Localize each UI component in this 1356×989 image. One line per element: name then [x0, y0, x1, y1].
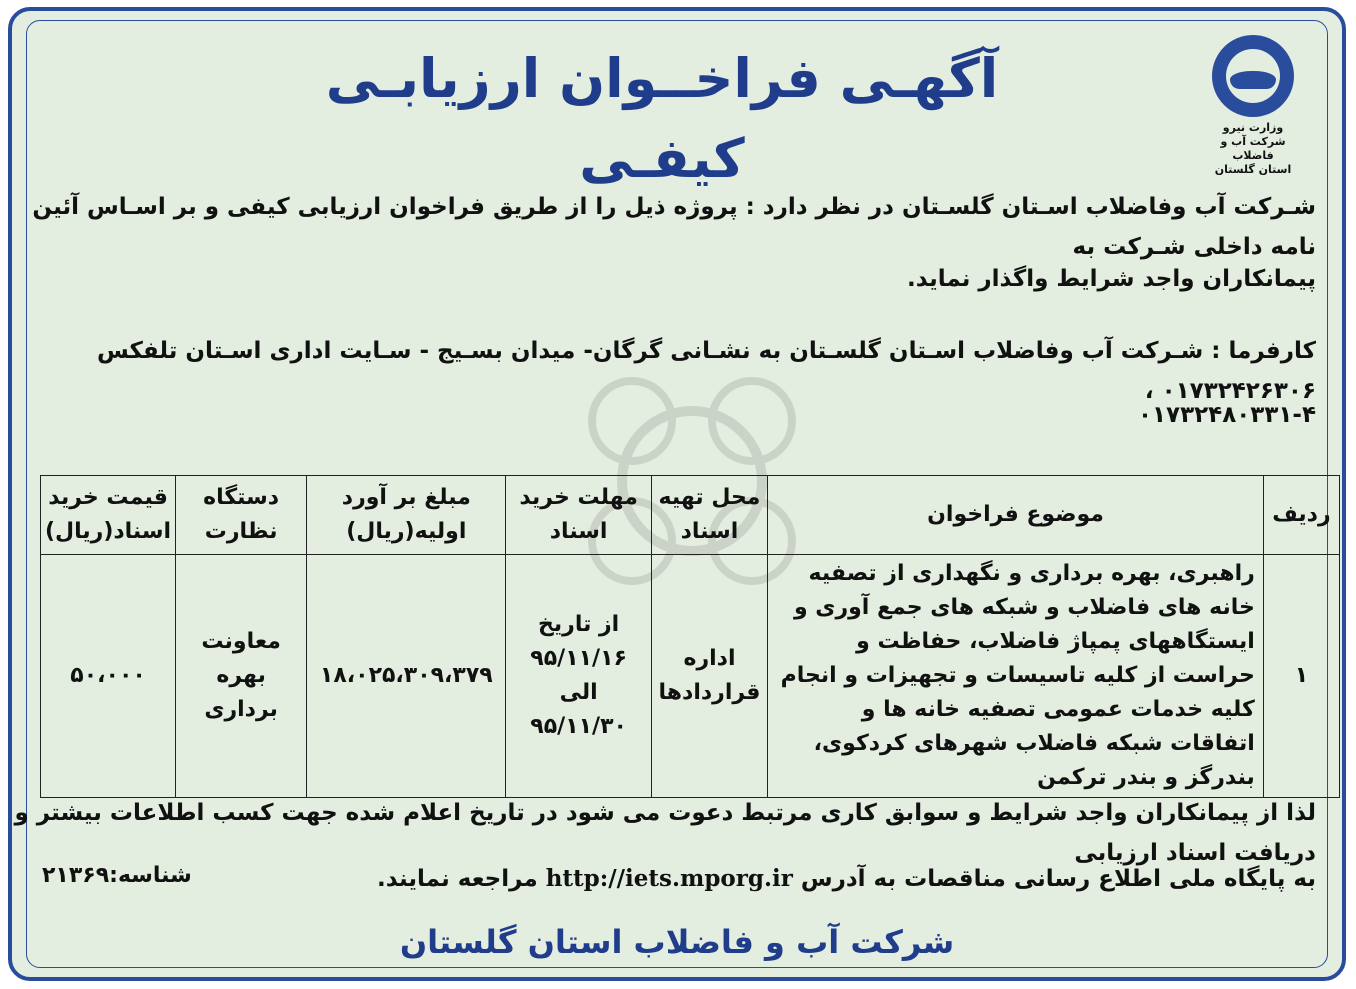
- header-supervisor: دستگاه نظارت: [176, 476, 307, 555]
- cell-place: اداره قراردادها: [651, 555, 767, 798]
- tender-table: [40, 475, 1340, 798]
- header-price: قیمت خرید اسناد(ریال): [41, 476, 176, 555]
- closing-line-2-start: به پایگاه ملی اطلاع رسانی مناقصات به آدرس: [800, 866, 1316, 892]
- header-subject: موضوع فراخوان: [768, 476, 1264, 555]
- closing-line-2: [377, 859, 1316, 899]
- header-estimate: مبلغ بر آورد اولیه(ریال): [307, 476, 506, 555]
- logo-line-company: شرکت آب و فاضلاب: [1220, 135, 1286, 162]
- table-row: [41, 555, 1340, 798]
- footer-company-name: شرکت آب و فاضلاب استان گلستان: [399, 923, 955, 961]
- cell-supervisor: معاونت بهره برداری: [176, 555, 307, 798]
- intro-line-1: شـرکت آب وفاضلاب اسـتان گلسـتان در نظر دارد : پروژه ذیل را از طریق فراخوان ارزیابی کیفی و بر اسـاس آئین نامه داخلی شـرکت به: [32, 194, 1316, 260]
- reference-id: شناسه:۲۱۳۶۹: [42, 863, 192, 888]
- iets-website-link[interactable]: http://iets.mporg.ir: [545, 865, 793, 892]
- logo-line-ministry: وزارت نیرو: [1222, 121, 1284, 134]
- water-drop-logo-icon: [1212, 35, 1294, 117]
- cell-estimate: ۱۸،۰۲۵،۳۰۹،۳۷۹: [307, 555, 506, 798]
- notice-frame: [8, 7, 1346, 981]
- cell-subject: راهبری، بهره برداری و نگهداری از تصفیه خانه های فاضلاب و شبکه های جمع آوری و ایستگاههای پمپاژ فاضلاب، حفاظت و حراست از کلیه تاسیسات و تجهیزات و انجام کلیه خدمات عمومی تصفیه خانه ها و اتفاقات شبکه فاضلاب شهرهای کردکوی، بندرگز و بندر ترکمن: [768, 555, 1264, 798]
- closing-line-1: لذا از پیمانکاران واجد شرایط و سوابق کاری مرتبط دعوت می شود در تاریخ اعلام شده جهت کسب اطلاعات بیشتر و دریافت اسناد ارزیابی: [14, 800, 1316, 866]
- intro-line-2: پیمانکاران واجد شرایط واگذار نماید.: [907, 266, 1316, 292]
- closing-line-2-end: مراجعه نمایند.: [377, 866, 538, 892]
- cell-row-number: ۱: [1263, 555, 1339, 798]
- table-header-row: [41, 476, 1340, 555]
- header-place: محل تهیه اسناد: [651, 476, 767, 555]
- cell-price: ۵۰،۰۰۰: [41, 555, 176, 798]
- cell-deadline: از تاریخ ۹۵/۱۱/۱۶ الی ۹۵/۱۱/۳۰: [506, 555, 651, 798]
- header-row-number: ردیف: [1263, 476, 1339, 555]
- company-logo: [1198, 35, 1308, 177]
- header-deadline: مهلت خرید اسناد: [506, 476, 651, 555]
- employer-line-2: ۰۱۷۳۲۴۸۰۳۳۱-۴: [1137, 402, 1316, 428]
- notice-title: آگهـی فراخــوان ارزیابـی کیفـی: [325, 47, 999, 190]
- employer-line-1: کارفرما : شـرکت آب وفاضلاب اسـتان گلسـتان به نشـانی گرگان- میدان بسـیج - سـایت اداری اسـتان تلفکس ۰۱۷۳۲۴۲۶۳۰۶ ،: [96, 338, 1316, 404]
- logo-line-province: استان گلستان: [1214, 163, 1292, 176]
